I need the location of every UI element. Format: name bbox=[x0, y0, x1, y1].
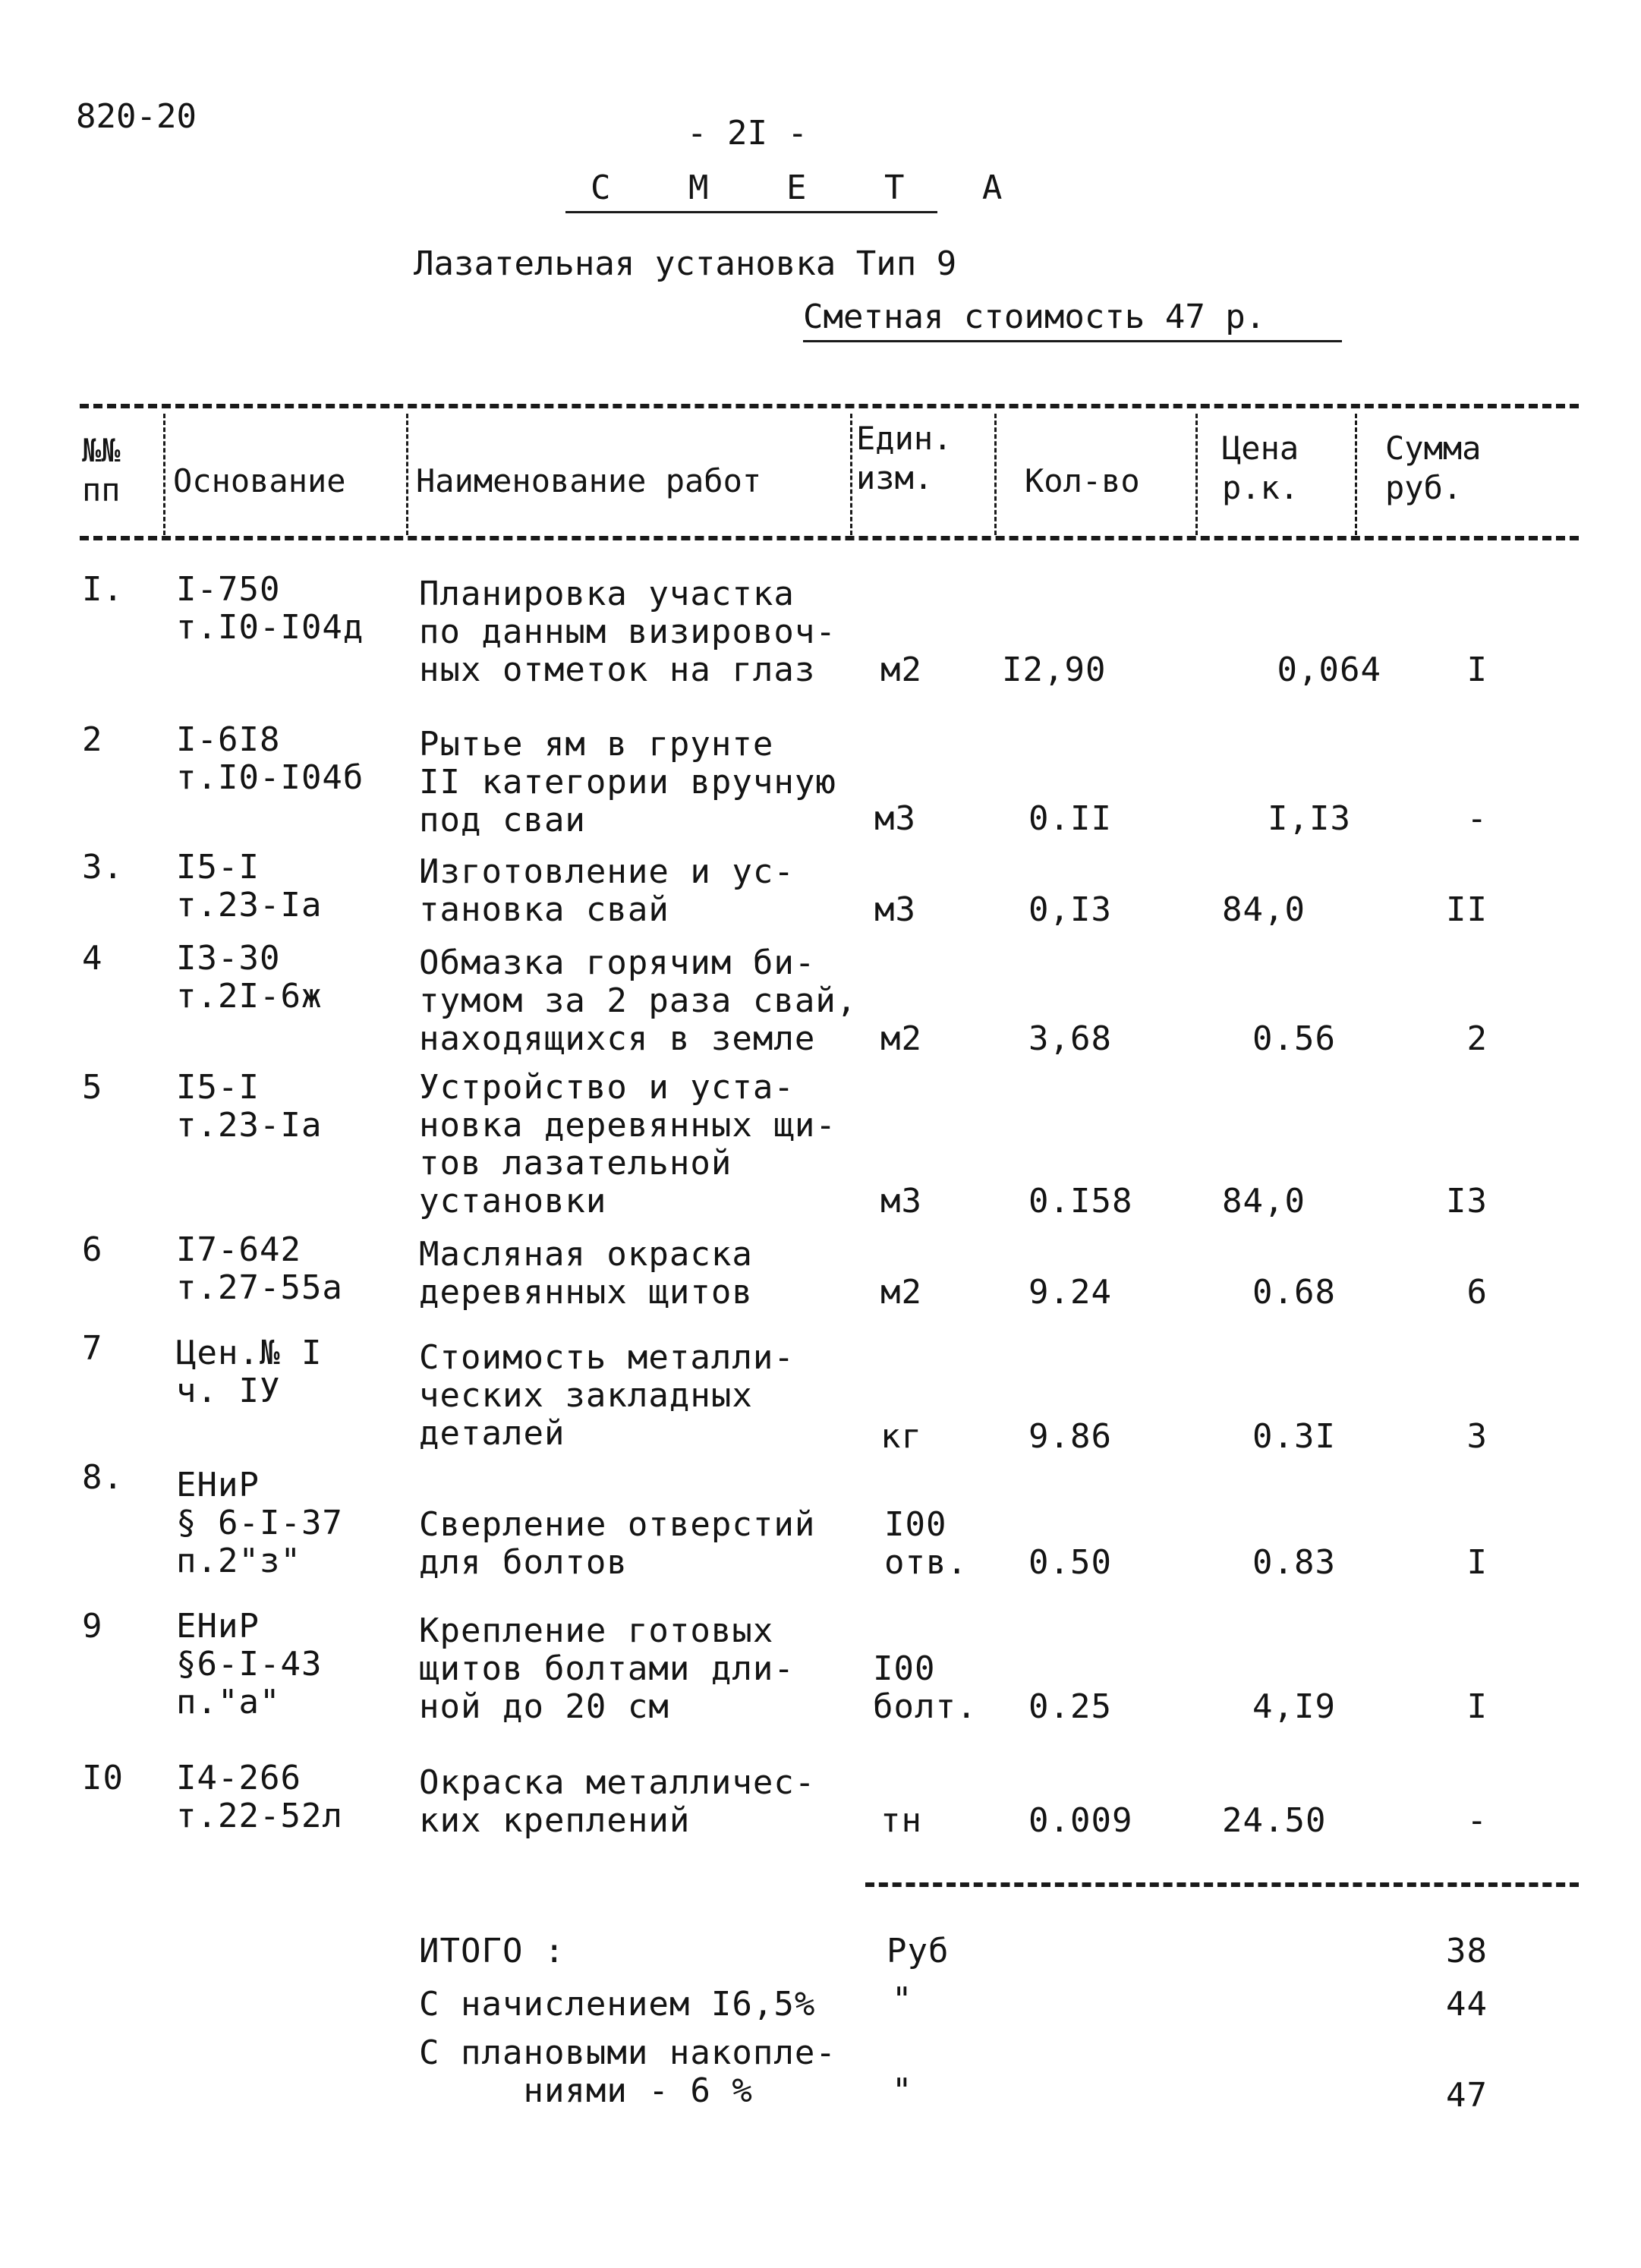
row-qty: 0.009 bbox=[1028, 1801, 1133, 1840]
row-qty: I2,90 bbox=[1002, 650, 1107, 689]
header-price: Цена р.к. bbox=[1222, 430, 1299, 506]
row-unit: I00 болт. bbox=[873, 1649, 978, 1726]
row-sum: II bbox=[1446, 890, 1488, 929]
row-sum: I bbox=[1466, 1687, 1488, 1726]
row-unit: м3 bbox=[874, 890, 916, 929]
row-qty: 0.II bbox=[1028, 799, 1112, 838]
row-basis: I5-I т.23-Iа bbox=[176, 1068, 323, 1145]
row-basis: I7-642 т.27-55а bbox=[176, 1230, 343, 1307]
row-sum: I bbox=[1466, 650, 1488, 689]
document-title: С М Е Т А bbox=[591, 169, 1032, 207]
row-name: Масляная окраска деревянных щитов bbox=[419, 1235, 753, 1312]
row-price: 24.50 bbox=[1222, 1801, 1327, 1840]
row-number: I. bbox=[82, 570, 124, 609]
row-number: 6 bbox=[82, 1230, 103, 1269]
row-sum: - bbox=[1466, 1801, 1488, 1840]
row-unit: I00 отв. bbox=[884, 1505, 968, 1582]
header-unit: Един. изм. bbox=[856, 420, 953, 496]
total-value: 44 bbox=[1446, 1985, 1488, 2024]
row-qty: 0.50 bbox=[1028, 1543, 1112, 1582]
row-number: 2 bbox=[82, 720, 103, 759]
row-basis: I4-266 т.22-52л bbox=[176, 1759, 343, 1835]
row-sum: 2 bbox=[1466, 1019, 1488, 1058]
total-unit: Руб bbox=[887, 1932, 950, 1970]
table-header-rule bbox=[80, 536, 1579, 540]
total-unit: " bbox=[892, 1980, 913, 2019]
total-unit: " bbox=[892, 2071, 913, 2110]
row-basis: ЕНиР §6-I-43 п."а" bbox=[176, 1607, 323, 1721]
document-subtitle: Лазательная установка Тип 9 bbox=[414, 244, 957, 283]
row-number: 8. bbox=[82, 1458, 124, 1497]
row-name: Сверление отверстий для болтов bbox=[419, 1505, 816, 1582]
row-basis: I3-30 т.2I-6ж bbox=[176, 939, 323, 1016]
row-number: 7 bbox=[82, 1329, 103, 1368]
header-sum: Сумма руб. bbox=[1385, 430, 1482, 506]
row-unit: м3 bbox=[874, 799, 916, 838]
row-name: Рытье ям в грунте II категории вручную под сваи bbox=[419, 725, 836, 839]
row-sum: - bbox=[1466, 799, 1488, 838]
total-label: ИТОГО : bbox=[419, 1932, 565, 1970]
row-sum: 6 bbox=[1466, 1273, 1488, 1312]
row-number: 3. bbox=[82, 848, 124, 887]
header-separator bbox=[163, 414, 165, 535]
header-name: Наименование работ bbox=[416, 462, 762, 499]
row-price: 0,064 bbox=[1277, 650, 1381, 689]
row-unit: м2 bbox=[880, 650, 922, 689]
total-value: 38 bbox=[1446, 1932, 1488, 1970]
row-basis: I-6I8 т.I0-I04б bbox=[176, 720, 364, 797]
row-sum: 3 bbox=[1466, 1417, 1488, 1456]
total-value: 47 bbox=[1446, 2076, 1488, 2115]
row-unit: кг bbox=[880, 1417, 922, 1456]
row-number: 5 bbox=[82, 1068, 103, 1107]
header-qty: Кол-во bbox=[1025, 462, 1140, 499]
header-separator bbox=[406, 414, 408, 535]
row-sum: I3 bbox=[1446, 1182, 1488, 1221]
row-qty: 9.86 bbox=[1028, 1417, 1112, 1456]
document-code: 820-20 bbox=[76, 97, 197, 136]
row-price: 4,I9 bbox=[1252, 1687, 1336, 1726]
row-price: 0.3I bbox=[1252, 1417, 1336, 1456]
row-name: Стоимость металли- ческих закладных деталей bbox=[419, 1338, 795, 1453]
row-unit: м2 bbox=[880, 1273, 922, 1312]
row-name: Крепление готовых щитов болтами дли- ной до 20 см bbox=[419, 1611, 795, 1726]
page-number: - 2I - bbox=[687, 114, 808, 153]
row-basis: Цен.№ I ч. IУ bbox=[176, 1334, 323, 1410]
row-sum: I bbox=[1466, 1543, 1488, 1582]
row-number: I0 bbox=[82, 1759, 124, 1797]
row-qty: 0.25 bbox=[1028, 1687, 1112, 1726]
row-price: 84,0 bbox=[1222, 890, 1306, 929]
row-price: I,I3 bbox=[1268, 799, 1351, 838]
row-price: 0.83 bbox=[1252, 1543, 1336, 1582]
row-qty: 9.24 bbox=[1028, 1273, 1112, 1312]
header-separator bbox=[850, 414, 852, 535]
row-price: 0.56 bbox=[1252, 1019, 1336, 1058]
table-top-rule bbox=[80, 404, 1579, 408]
row-number: 4 bbox=[82, 939, 103, 978]
row-name: Планировка участка по данным визировоч- ных отметок на глаз bbox=[419, 575, 836, 689]
total-label: С начислением I6,5% bbox=[419, 1985, 816, 2024]
row-name: Изготовление и ус- тановка свай bbox=[419, 852, 795, 929]
total-label: С плановыми накопле- ниями - 6 % bbox=[419, 2033, 836, 2110]
row-qty: 0.I58 bbox=[1028, 1182, 1133, 1221]
row-qty: 3,68 bbox=[1028, 1019, 1112, 1058]
estimated-cost: Сметная стоимость 47 р. bbox=[803, 298, 1266, 336]
totals-rule bbox=[865, 1882, 1579, 1887]
row-name: Обмазка горячим би- тумом за 2 раза свай, находящихся в земле bbox=[419, 943, 858, 1058]
header-basis: Основание bbox=[173, 462, 346, 499]
row-name: Окраска металличес- ких креплений bbox=[419, 1763, 816, 1840]
row-basis: ЕНиР § 6-I-37 п.2"з" bbox=[176, 1466, 343, 1580]
row-unit: м2 bbox=[880, 1019, 922, 1058]
row-name: Устройство и уста- новка деревянных щи- тов лазательной установки bbox=[419, 1068, 836, 1221]
row-unit: м3 bbox=[880, 1182, 922, 1221]
row-basis: I-750 т.I0-I04д bbox=[176, 570, 364, 647]
row-qty: 0,I3 bbox=[1028, 890, 1112, 929]
row-number: 9 bbox=[82, 1607, 103, 1646]
header-separator bbox=[994, 414, 997, 535]
row-price: 0.68 bbox=[1252, 1273, 1336, 1312]
header-num: №№ пп bbox=[82, 432, 121, 509]
header-separator bbox=[1195, 414, 1198, 535]
row-basis: I5-I т.23-Iа bbox=[176, 848, 323, 925]
cost-underline bbox=[803, 340, 1342, 342]
row-price: 84,0 bbox=[1222, 1182, 1306, 1221]
title-underline bbox=[565, 211, 937, 213]
header-separator bbox=[1355, 414, 1357, 535]
row-unit: тн bbox=[880, 1801, 922, 1840]
